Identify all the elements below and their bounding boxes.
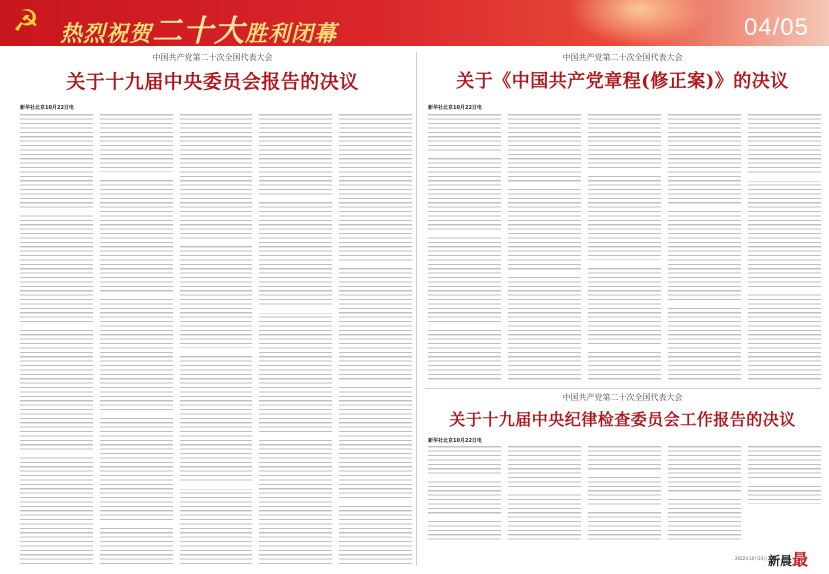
text-column <box>668 444 741 542</box>
article-left <box>20 52 405 94</box>
top-banner <box>0 0 829 49</box>
text-column <box>748 444 821 504</box>
article-byline: 新华社北京10月22日电 <box>20 105 74 111</box>
issue-date: 2022年10月23日 星期日 <box>735 556 781 561</box>
text-column <box>748 112 821 382</box>
text-column <box>588 444 661 542</box>
column-divider <box>416 52 417 566</box>
article-byline: 新华社北京10月22日电 <box>428 438 482 444</box>
masthead-accent: 最 <box>792 550 809 569</box>
article-kicker: 中国共产党第二十次全国代表大会 <box>562 393 683 402</box>
article-kicker: 中国共产党第二十次全国代表大会 <box>152 53 273 62</box>
section-divider <box>425 388 821 389</box>
text-column <box>428 112 501 382</box>
slogan-big: 二十大 <box>152 14 246 49</box>
text-column <box>100 112 173 564</box>
article-headline: 关于《中国共产党章程(修正案)》的决议 <box>456 71 789 92</box>
text-column <box>259 112 332 564</box>
text-column <box>588 112 661 382</box>
banner-slogan <box>60 6 337 50</box>
text-column <box>180 112 253 564</box>
article-headline: 关于十九届中央委员会报告的决议 <box>66 71 359 93</box>
page-label: 04/05 <box>743 14 809 41</box>
slogan-pre: 热烈祝贺 <box>60 21 153 47</box>
article-left-body <box>20 112 412 564</box>
article-kicker: 中国共产党第二十次全国代表大会 <box>562 53 683 62</box>
party-emblem-icon: ☭ <box>12 4 40 39</box>
text-column <box>508 444 581 542</box>
sunburst-decoration <box>569 0 709 46</box>
article-right-top-body <box>428 112 821 382</box>
article-byline: 新华社北京10月22日电 <box>428 105 482 111</box>
text-column <box>339 112 412 564</box>
article-right-bottom-body <box>428 444 821 542</box>
article-right-bottom <box>425 392 820 430</box>
article-right-top <box>425 52 820 93</box>
masthead-text: 新晨 <box>768 554 793 568</box>
text-column <box>508 112 581 382</box>
text-column <box>20 112 93 564</box>
text-column <box>428 444 501 542</box>
article-headline: 关于十九届中央纪律检查委员会工作报告的决议 <box>449 410 796 429</box>
text-column <box>668 112 741 382</box>
slogan-post: 胜利闭幕 <box>245 21 338 47</box>
masthead-logo <box>768 547 820 569</box>
